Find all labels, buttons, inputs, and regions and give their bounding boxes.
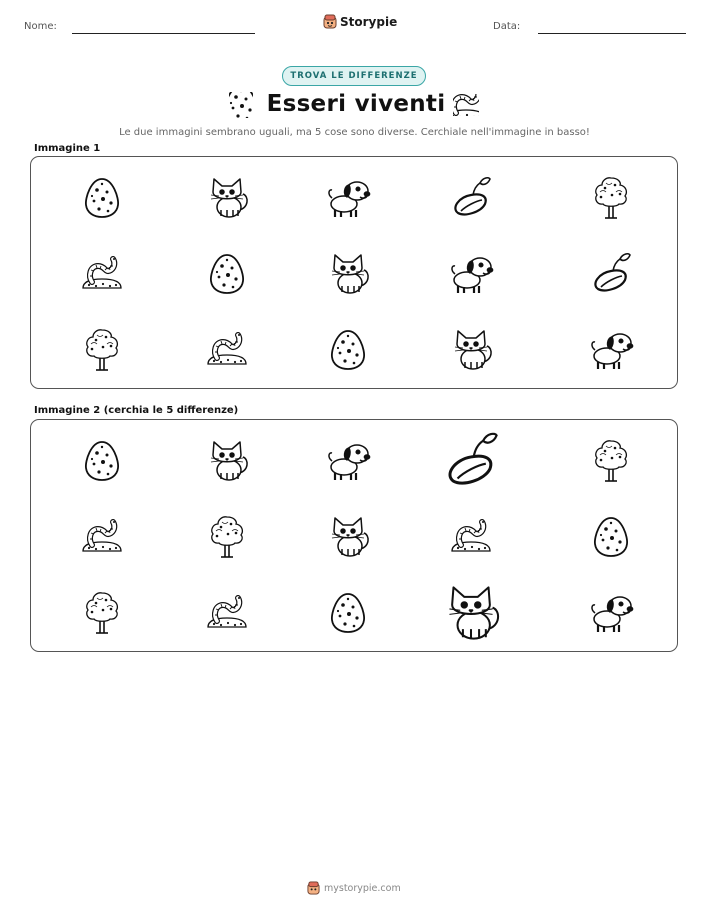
worm-icon[interactable] [79,514,125,560]
egg-icon[interactable] [588,514,634,560]
seed-icon [448,175,494,221]
worm-icon [204,327,250,373]
cat-icon [448,327,494,373]
dog-icon [588,327,634,373]
cat-icon[interactable] [440,582,502,644]
panel-image-1 [30,156,678,389]
dog-icon [325,175,371,221]
cat-icon [204,175,250,221]
footer [307,881,401,895]
seed-icon [588,251,634,297]
egg-icon[interactable] [79,438,125,484]
title-worm-icon [453,94,479,120]
brand-name: Storypie [340,14,398,29]
page-title: Esseri viventi [266,91,446,117]
worm-icon[interactable] [204,590,250,636]
dog-icon[interactable] [588,590,634,636]
storypie-logo-icon [323,14,337,29]
panel-2-label: Immagine 2 (cerchia le 5 differenze) [34,405,239,416]
storypie-logo-icon [307,881,320,895]
brand-logo [323,14,397,29]
date-label: Data: [493,21,521,32]
date-field[interactable] [538,33,686,34]
instructions: Le due immagini sembrano uguali, ma 5 cose sono diverse. Cerchiale nell'immagine in basso! [119,127,590,138]
tree-icon [79,327,125,373]
dog-icon[interactable] [325,438,371,484]
egg-icon [204,251,250,297]
activity-badge: TROVA LE DIFFERENZE [282,66,426,86]
name-label: Nome: [24,21,57,32]
seed-icon[interactable] [440,430,502,492]
egg-icon [325,327,371,373]
panel-image-2[interactable] [30,419,678,652]
name-field[interactable] [72,33,255,34]
dog-icon [448,251,494,297]
tree-icon[interactable] [204,514,250,560]
cat-icon[interactable] [325,514,371,560]
tree-icon [588,175,634,221]
egg-icon[interactable] [325,590,371,636]
tree-icon[interactable] [79,590,125,636]
worm-icon [79,251,125,297]
worm-icon[interactable] [448,514,494,560]
title-egg-icon [229,92,253,122]
footer-url[interactable]: mystorypie.com [324,882,401,894]
tree-icon[interactable] [588,438,634,484]
egg-icon [79,175,125,221]
cat-icon [325,251,371,297]
cat-icon[interactable] [204,438,250,484]
panel-1-label: Immagine 1 [34,143,101,154]
